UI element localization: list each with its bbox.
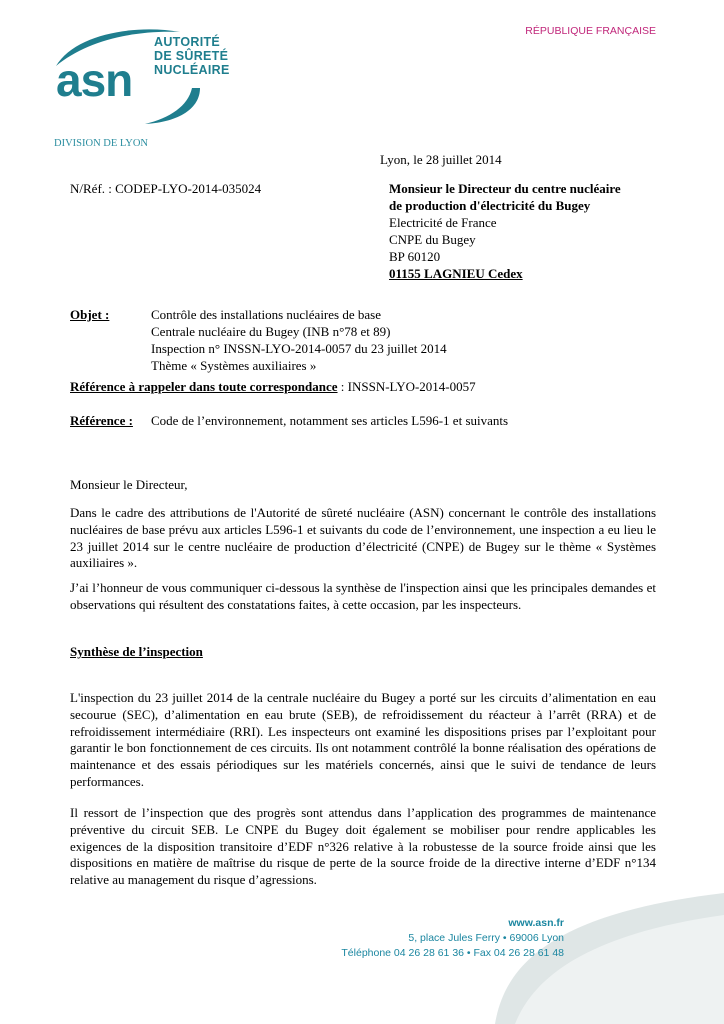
objet-line-4: Thème « Systèmes auxiliaires » <box>151 358 317 373</box>
logo-wordmark: asn <box>56 54 133 106</box>
recipient-address <box>389 180 659 282</box>
objet-block <box>70 306 381 323</box>
paragraph-2: J’ai l’honneur de vous communiquer ci-dessous la synthèse de l'inspection ainsi que les principales demandes et observations qui résultent des constatations faites, à cette occasion, par les inspecteurs. <box>70 580 656 612</box>
logo-line-2: DE SÛRETÉ <box>154 49 229 63</box>
reference-value: Code de l’environnement, notamment ses articles L596-1 et suivants <box>151 413 509 428</box>
reference <box>70 412 508 429</box>
logo-swoosh-bottom <box>145 88 200 124</box>
recipient-line-2: de production d'électricité du Bugey <box>389 198 591 213</box>
recipient-line-5: BP 60120 <box>389 249 441 264</box>
reference-rappel <box>70 378 476 395</box>
logo-line-3: NUCLÉAIRE <box>154 63 230 77</box>
logo-line-1: AUTORITÉ <box>154 35 221 49</box>
footer-contact <box>341 916 564 961</box>
footer-website-link[interactable]: www.asn.fr <box>508 917 564 929</box>
footer-address: 5, place Jules Ferry • 69006 Lyon <box>408 932 564 944</box>
recipient-line-1: Monsieur le Directeur du centre nucléaire <box>389 181 621 196</box>
objet-label: Objet : <box>70 307 110 322</box>
objet-line-3: Inspection n° INSSN-LYO-2014-0057 du 23 juillet 2014 <box>151 341 447 356</box>
salutation: Monsieur le Directeur, <box>70 477 188 492</box>
letter-date: Lyon, le 28 juillet 2014 <box>380 152 502 167</box>
paragraph-1: Dans le cadre des attributions de l'Autorité de sûreté nucléaire (ASN) concernant le contrôle des installations nucléaires de base prévu aux articles L596-1 et suivants du code de l’environnement, une inspection a eu lieu le 23 juillet 2014 sur le centre nucléaire de production d’électricité (CNPE) de Bugey sur le thème « Systèmes auxiliaires ». <box>70 505 656 571</box>
reference-rappel-value: : INSSN-LYO-2014-0057 <box>337 379 476 394</box>
reference-number: N/Réf. : CODEP-LYO-2014-035024 <box>70 181 262 196</box>
reference-label: Référence : <box>70 413 133 428</box>
recipient-line-3: Electricité de France <box>389 215 497 230</box>
footer-phone: Téléphone 04 26 28 61 36 • Fax 04 26 28 61 48 <box>341 947 564 959</box>
asn-logo <box>50 26 250 126</box>
paragraph-3: L'inspection du 23 juillet 2014 de la centrale nucléaire du Bugey a porté sur les circuits d’alimentation en eau secourue (SEC), d’alimentation en eau brute (SEB), de refroidissement du réacteur à l’arrêt (RRA) et de refroidissement intermédiaire (RRI). Les inspecteurs ont examiné les dispositions prises par l’exploitant pour garantir le bon fonctionnement de ces circuits. Ils ont notamment contrôlé la bonne réalisation des opérations de maintenance et des essais périodiques sur les matériels concernés, ainsi que le suivi de tendance de leurs performances. <box>70 690 656 789</box>
recipient-line-4: CNPE du Bugey <box>389 232 476 247</box>
objet-line-1: Contrôle des installations nucléaires de base <box>151 307 381 322</box>
recipient-line-6: 01155 LAGNIEU Cedex <box>389 266 523 281</box>
reference-rappel-label: Référence à rappeler dans toute correspondance <box>70 379 338 394</box>
objet-line-2: Centrale nucléaire du Bugey (INB n°78 et 89) <box>151 324 391 339</box>
paragraph-4: Il ressort de l’inspection que des progrès sont attendus dans l’application des programmes de maintenance préventive du circuit SEB. Le CNPE du Bugey doit également se mobiliser pour rendre applicables les exigences de la disposition transitoire d’EDF n°326 relative à la robustesse de la source froide ainsi que les dispositions en matière de maîtrise du risque de perte de la source froide de la directive interne d’EDF n°134 relative au management du risque d’agressions. <box>70 805 656 888</box>
republique-francaise: RÉPUBLIQUE FRANÇAISE <box>525 25 656 37</box>
section-title: Synthèse de l’inspection <box>70 644 203 659</box>
division-label: DIVISION DE LYON <box>54 138 149 149</box>
